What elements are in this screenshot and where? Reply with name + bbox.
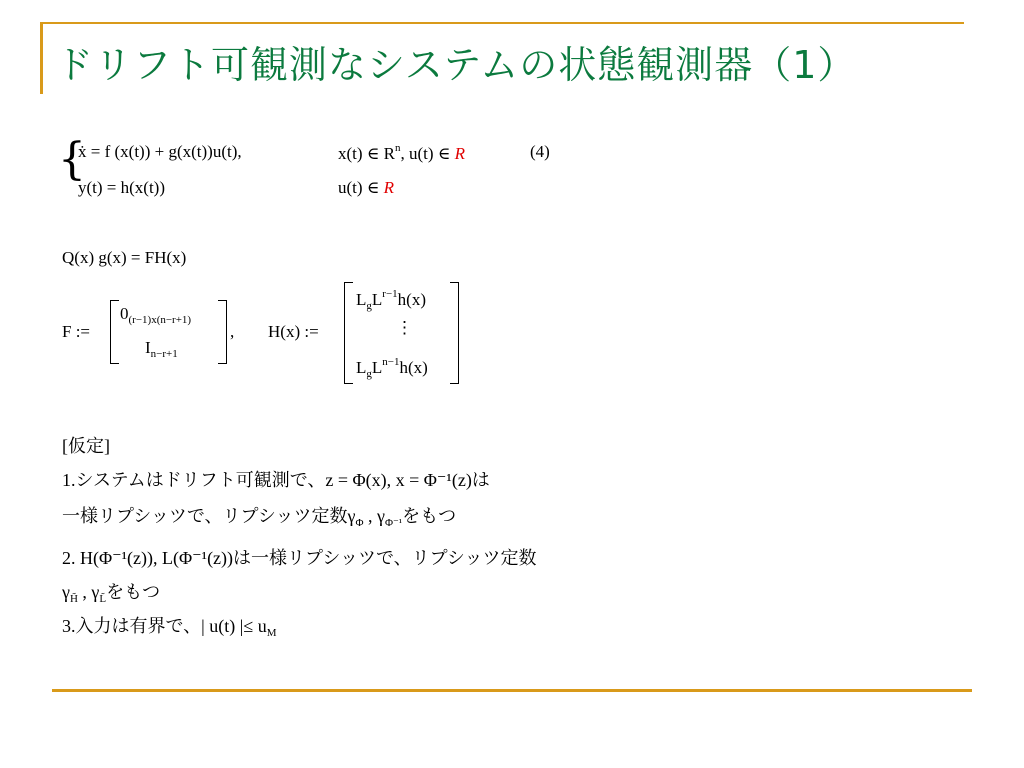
assumption-1-line2: 一様リプシッツで、リプシッツ定数$\gamma_\Phi$ , $\gamma_{\Phi^{-1}}$をもつ — [62, 506, 457, 529]
assumptions-header: [仮定] — [62, 436, 110, 456]
f-matrix-left-bracket — [110, 300, 119, 364]
relation-equation: Q(x) g(x) = FH(x) — [62, 248, 187, 267]
h-definition-lhs: H(x) := — [268, 322, 319, 341]
slide-title: ドリフト可観測なシステムの状態観測器（1） — [55, 43, 857, 87]
h-matrix-right-bracket — [450, 282, 459, 384]
assumption-2-line2: $\gamma_{H̃}$ , $\gamma_{L̃}$をもつ — [62, 582, 161, 605]
h-matrix-dots: ⋮ — [396, 318, 413, 337]
assumption-1-line1: 1.システムはドリフト可観測で、z = Φ(x), x = Φ⁻¹(z)は — [62, 470, 490, 490]
output-equation: y(t) = h(x(t)) — [78, 178, 166, 197]
input-condition: u(t) ∈ R — [338, 178, 395, 197]
footer-rule — [52, 689, 972, 692]
f-matrix-right-bracket — [218, 300, 227, 364]
h-matrix-left-bracket — [344, 282, 353, 384]
h-matrix-row3: $L_gL^{n-1}h(x)$ — [356, 356, 428, 380]
state-condition: x(t) ∈ $R^n$, u(t) ∈ R — [338, 142, 465, 163]
f-matrix-bottom: $I_{n-r+1}$ — [145, 338, 178, 360]
f-definition-lhs: F := — [62, 322, 91, 341]
h-matrix-row1: $L_gL^{r-1}h(x)$ — [356, 288, 426, 312]
f-matrix-comma: , — [230, 322, 235, 341]
assumption-2-line1: 2. H(Φ⁻¹(z)), L(Φ⁻¹(z))は一様リプシッツで、リプシッツ定数 — [62, 548, 537, 568]
title-top-rule — [40, 22, 964, 24]
state-equation: ẋ = f (x(t)) + g(x(t))u(t), — [78, 142, 242, 161]
system-brace: { — [58, 134, 86, 185]
equation-number: (4) — [530, 142, 550, 161]
assumption-3: 3.入力は有界で、| u(t) |≤ $u_M$ — [62, 616, 277, 639]
title-accent-bar — [40, 22, 43, 94]
f-matrix-top: $0_{(r-1)x(n-r+1)}$ — [120, 304, 192, 326]
